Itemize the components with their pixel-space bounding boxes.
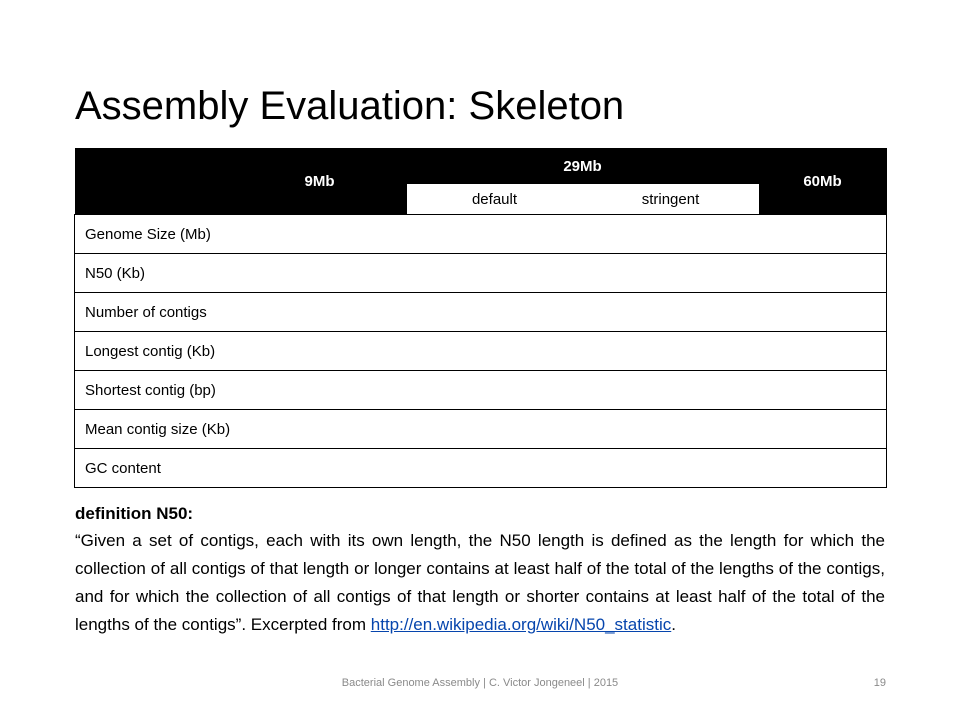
col-header-9mb: 9Mb [75,148,407,215]
row-label: Mean contig size (Kb) [75,410,407,449]
wikipedia-link[interactable]: http://en.wikipedia.org/wiki/N50_statistic [370,615,672,634]
table-cell [407,371,583,410]
table-cell [407,332,583,371]
col-header-29mb: 29Mb [407,148,759,184]
row-label: N50 (Kb) [75,254,407,293]
table-row [75,332,887,371]
table-cell [759,449,887,488]
table-row [75,449,887,488]
table-cell [759,293,887,332]
subheader-default: default [407,184,583,215]
n50-definition [75,501,885,639]
table-cell [759,410,887,449]
table-cell [407,215,583,254]
definition-end: . [671,615,676,634]
table-cell [583,254,759,293]
table-cell [583,332,759,371]
assembly-table [74,148,887,488]
table-cell [759,332,887,371]
col-header-60mb: 60Mb [759,148,887,215]
definition-body [75,527,885,639]
table-cell [583,215,759,254]
table-row [75,293,887,332]
table-cell [407,254,583,293]
table-cell [759,371,887,410]
definition-title: definition N50: [75,504,194,523]
slide-footer: Bacterial Genome Assembly | C. Victor Jongeneel | 2015 [341,677,619,689]
slide-title: Assembly Evaluation: Skeleton [75,84,625,128]
row-label: GC content [75,449,407,488]
row-label: Number of contigs [75,293,407,332]
definition-text: “Given a set of contigs, each with its own length, the N50 length is defined as the length for which the collection of all contigs of that length or longer contains at least half of the total of the lengths of the contigs, and for which the collection of all contigs of that length or shorter contains at least half of the total of the lengths of the contigs”. Excerpted from [75,531,885,634]
table-row [75,215,887,254]
table-cell [583,293,759,332]
row-label: Genome Size (Mb) [75,215,407,254]
table-cell [407,293,583,332]
table-cell [759,215,887,254]
table-row [75,410,887,449]
table-header-row [75,148,887,184]
table-cell [583,410,759,449]
table-cell [407,449,583,488]
table-cell [407,410,583,449]
table-cell [759,254,887,293]
subheader-stringent: stringent [583,184,759,215]
table-cell [583,449,759,488]
page-number: 19 [873,677,886,689]
table-cell [583,371,759,410]
row-label: Shortest contig (bp) [75,371,407,410]
row-label: Longest contig (Kb) [75,332,407,371]
table-row [75,371,887,410]
table-row [75,254,887,293]
